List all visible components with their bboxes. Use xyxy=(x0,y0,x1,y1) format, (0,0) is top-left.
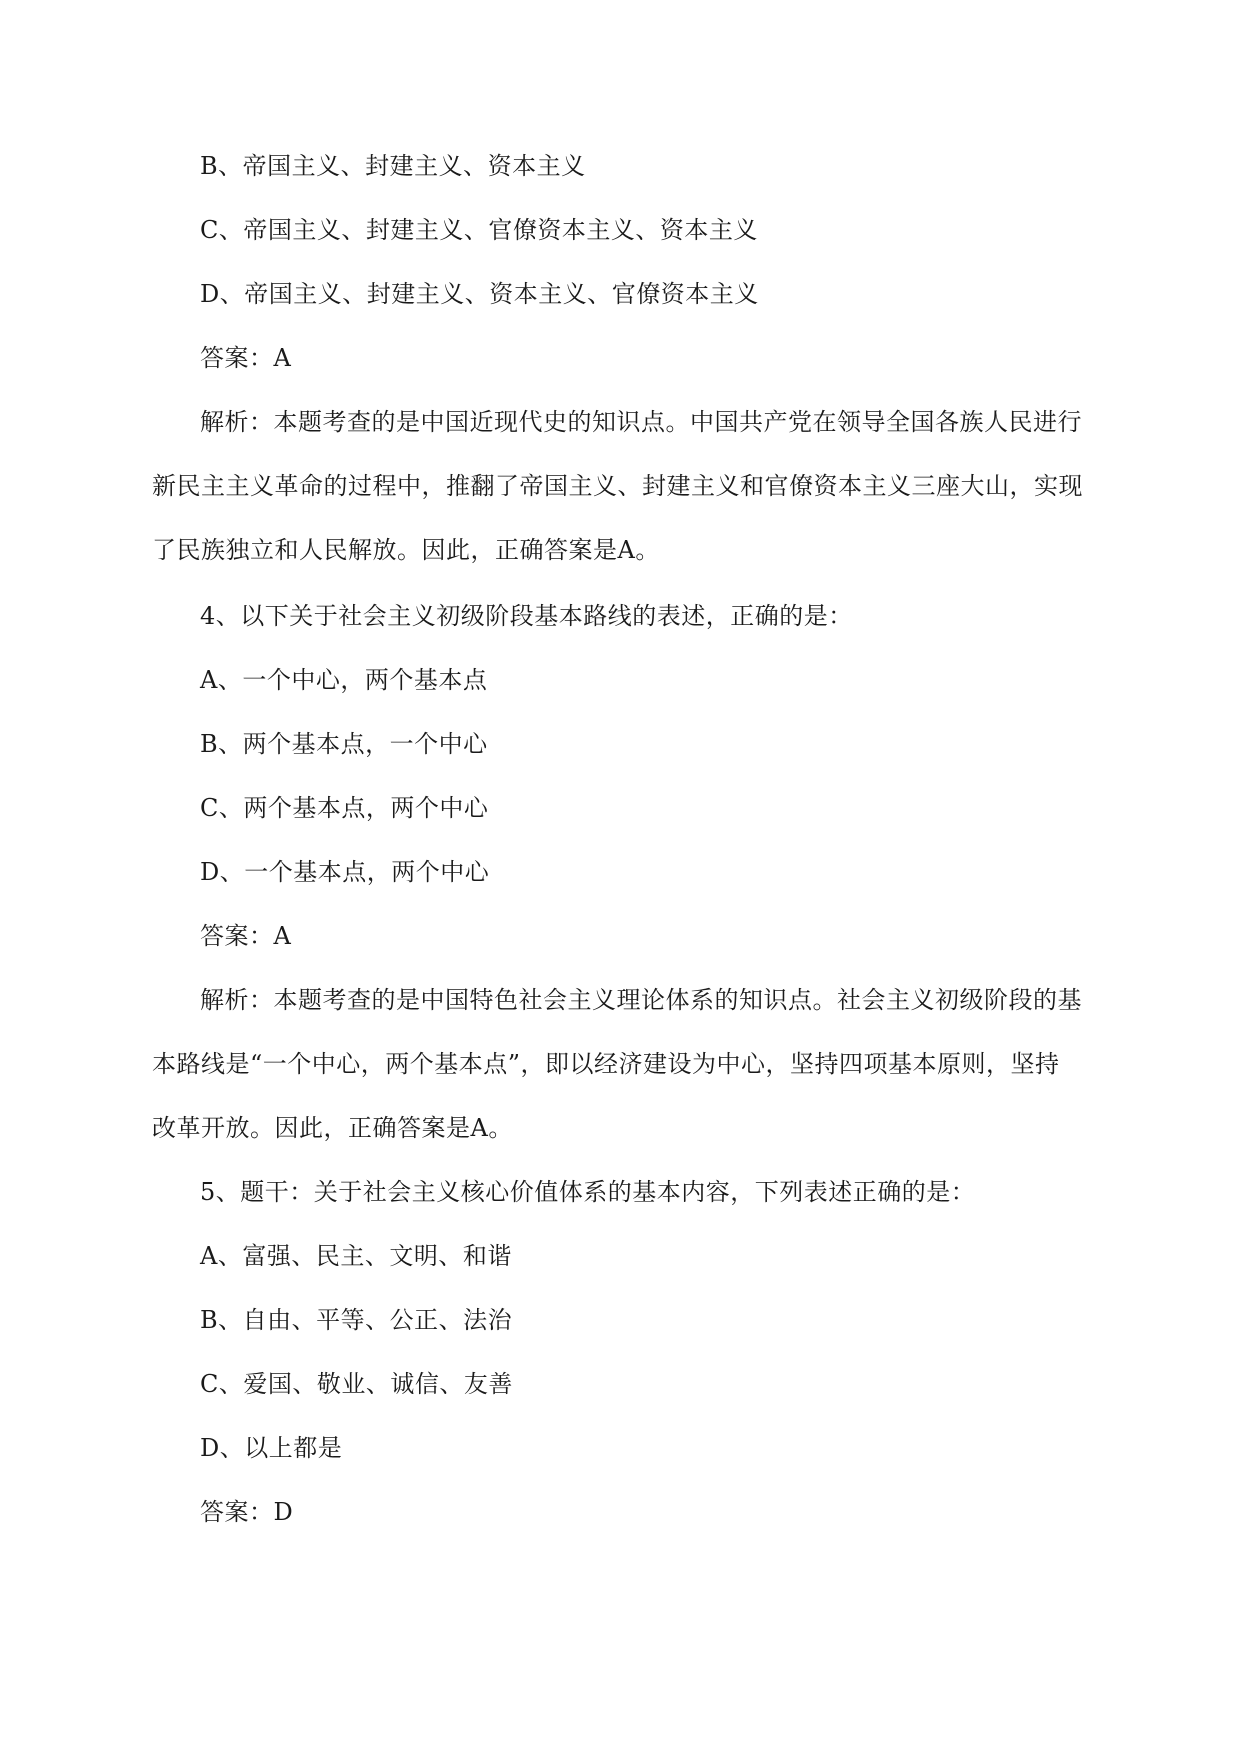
q3-answer: 答案：A xyxy=(200,344,292,372)
q3-option-d: D、帝国主义、封建主义、资本主义、官僚资本主义 xyxy=(200,280,759,308)
q5-option-c: C、爱国、敬业、诚信、友善 xyxy=(200,1370,513,1398)
q4-analysis-line-1: 解析：本题考查的是中国特色社会主义理论体系的知识点。社会主义初级阶段的基 xyxy=(200,986,1082,1014)
q4-option-a: A、一个中心，两个基本点 xyxy=(200,666,488,694)
q4-option-d: D、一个基本点，两个中心 xyxy=(200,858,490,886)
q4-analysis-line-2: 本路线是“一个中心，两个基本点”，即以经济建设为中心，坚持四项基本原则，坚持 xyxy=(152,1050,1060,1078)
q3-analysis-line-1: 解析：本题考查的是中国近现代史的知识点。中国共产党在领导全国各族人民进行 xyxy=(200,408,1082,436)
q3-option-b: B、帝国主义、封建主义、资本主义 xyxy=(200,152,586,180)
q5-option-b: B、自由、平等、公正、法治 xyxy=(200,1306,513,1334)
q4-stem: 4、以下关于社会主义初级阶段基本路线的表述，正确的是： xyxy=(200,602,853,630)
q4-answer: 答案：A xyxy=(200,922,292,950)
q4-option-c: C、两个基本点，两个中心 xyxy=(200,794,489,822)
q5-option-a: A、富强、民主、文明、和谐 xyxy=(200,1242,512,1270)
q3-analysis-line-3: 了民族独立和人民解放。因此，正确答案是A。 xyxy=(152,536,660,564)
q5-stem: 5、题干：关于社会主义核心价值体系的基本内容，下列表述正确的是： xyxy=(200,1178,976,1206)
q3-option-c: C、帝国主义、封建主义、官僚资本主义、资本主义 xyxy=(200,216,758,244)
q5-answer: 答案：D xyxy=(200,1498,294,1526)
q4-option-b: B、两个基本点，一个中心 xyxy=(200,730,488,758)
q5-option-d: D、以上都是 xyxy=(200,1434,343,1462)
q3-analysis-line-2: 新民主主义革命的过程中，推翻了帝国主义、封建主义和官僚资本主义三座大山，实现 xyxy=(152,472,1083,500)
q4-analysis-line-3: 改革开放。因此，正确答案是A。 xyxy=(152,1114,513,1142)
